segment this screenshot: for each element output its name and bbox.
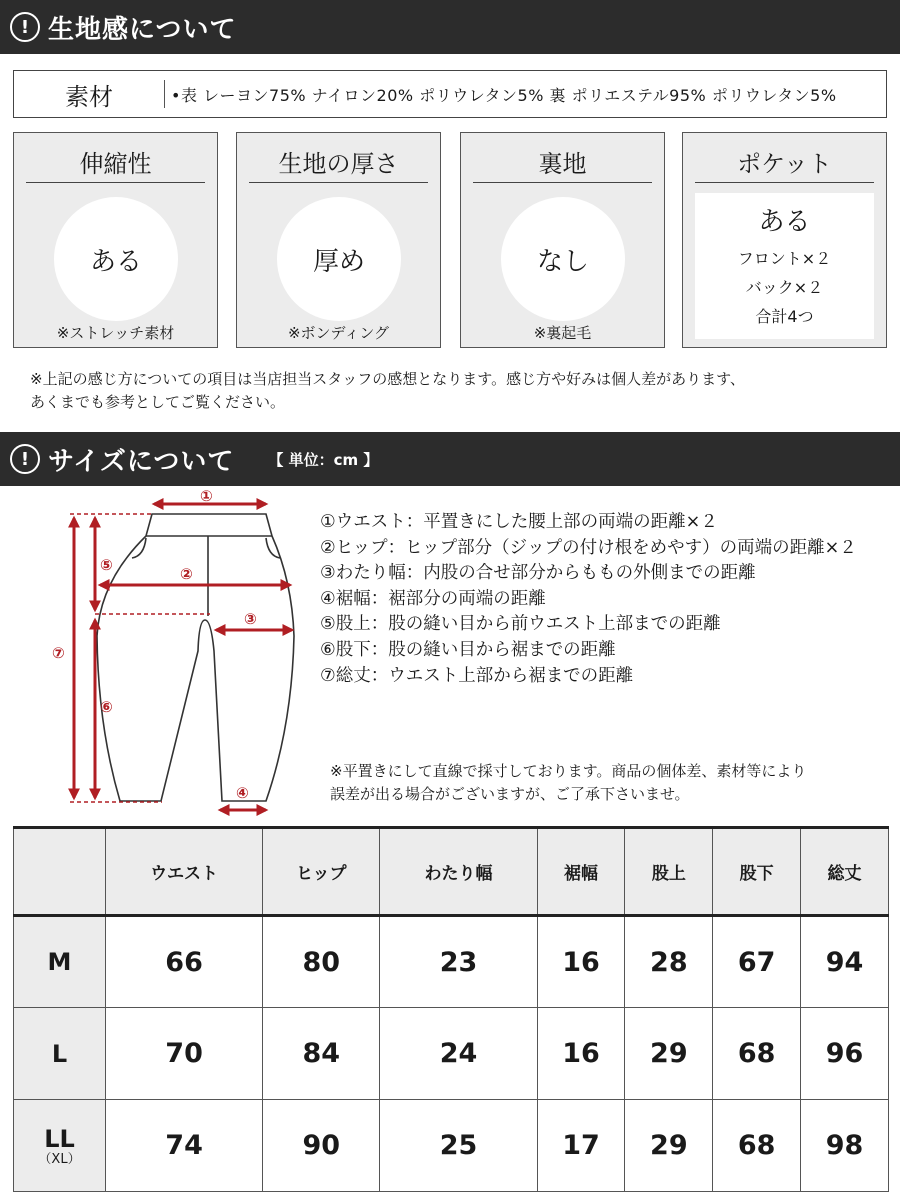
value-cell: 90	[263, 1100, 380, 1192]
material-value: •表 レーヨン75% ナイロン20% ポリウレタン5% 裏 ポリエステル95% ポリウレタン5%	[171, 85, 837, 105]
value-cell: 68	[713, 1100, 801, 1192]
feature-lining	[460, 132, 665, 348]
table-row	[14, 916, 889, 1008]
table-header-row	[14, 828, 889, 916]
feature-title: 裏地	[473, 145, 652, 183]
feature-value: なし	[501, 197, 625, 321]
unit-label: 【 単位：cm 】	[268, 450, 379, 469]
measurement-legend	[320, 510, 900, 689]
pants-silhouette	[97, 514, 294, 801]
pants-outline	[97, 514, 294, 801]
legend-item: ③わたり幅：内股の合せ部分からももの外側までの距離	[320, 563, 756, 584]
feature-value: ある	[54, 197, 178, 321]
header-cell: 総丈	[801, 828, 889, 916]
pocket-line: フロント×２	[737, 249, 832, 268]
value-cell: 24	[380, 1008, 537, 1100]
value-cell: 84	[263, 1008, 380, 1100]
note-line: 誤差が出る場合がございますが、ご了承下さいませ。	[330, 785, 690, 803]
label-thigh: ③	[244, 610, 257, 628]
value-cell: 17	[537, 1100, 625, 1192]
fabric-disclaimer	[30, 368, 870, 414]
header-cell: ヒップ	[263, 828, 380, 916]
header-cell: わたり幅	[380, 828, 537, 916]
value-cell: 70	[106, 1008, 263, 1100]
pocket-value: ある	[758, 207, 811, 237]
value-cell: 96	[801, 1008, 889, 1100]
value-cell: 66	[106, 916, 263, 1008]
section-header-fabric	[0, 0, 900, 54]
legend-item: ⑥股下：股の縫い目から裾までの距離	[320, 639, 616, 660]
size-sublabel: （XL）	[38, 1151, 81, 1167]
label-inseam: ⑥	[100, 698, 113, 716]
size-cell	[14, 1100, 106, 1192]
pocket-details	[695, 193, 874, 339]
pocket-line: バック×２	[745, 278, 824, 297]
size-cell	[14, 1008, 106, 1100]
label-waist: ①	[200, 487, 213, 505]
material-label: 素材	[65, 82, 113, 111]
label-hip: ②	[180, 565, 193, 583]
value-cell: 16	[537, 1008, 625, 1100]
legend-item: ⑦総丈：ウエスト上部から裾までの距離	[320, 665, 634, 686]
size-label: M	[47, 948, 72, 976]
header-cell	[14, 828, 106, 916]
value-cell: 29	[625, 1100, 713, 1192]
table-row	[14, 1100, 889, 1192]
size-cell	[14, 916, 106, 1008]
feature-note: ※ボンディング	[287, 324, 390, 342]
exclamation-icon: !	[10, 12, 40, 42]
section-title: サイズについて	[48, 446, 235, 477]
feature-stretch	[13, 132, 218, 348]
feature-title: ポケット	[695, 145, 874, 183]
value-cell: 68	[713, 1008, 801, 1100]
legend-item: ⑤股上：股の縫い目から前ウエスト上部までの距離	[320, 614, 721, 635]
exclamation-icon: !	[10, 444, 40, 474]
feature-title: 生地の厚さ	[249, 145, 428, 183]
size-label: LL	[44, 1124, 75, 1153]
pants-measurement-diagram	[40, 486, 310, 816]
disclaimer-line: あくまでも参考としてご覧ください。	[30, 393, 286, 411]
material-row	[13, 70, 887, 118]
size-label: L	[51, 1039, 68, 1068]
feature-pocket	[682, 132, 887, 348]
pocket-line: 合計4つ	[755, 307, 814, 326]
header-cell: ウエスト	[106, 828, 263, 916]
value-cell: 28	[625, 916, 713, 1008]
header-cell: 裾幅	[537, 828, 625, 916]
pocket-right	[266, 538, 280, 558]
label-length: ⑦	[52, 644, 65, 662]
section-title: 生地感について	[48, 14, 237, 45]
disclaimer-line: ※上記の感じ方についての項目は当店担当スタッフの感想となります。感じ方や好みは個人差があります、	[30, 370, 745, 388]
label-rise: ⑤	[100, 556, 113, 574]
header-cell: 股下	[713, 828, 801, 916]
feature-note: ※裏起毛	[533, 324, 592, 342]
note-line: ※平置きにして直線で採寸しております。商品の個体差、素材等により	[330, 762, 807, 780]
value-cell: 80	[263, 916, 380, 1008]
value-cell: 29	[625, 1008, 713, 1100]
label-hem: ④	[236, 784, 249, 802]
value-cell: 74	[106, 1100, 263, 1192]
value-cell: 25	[380, 1100, 537, 1192]
value-cell: 23	[380, 916, 537, 1008]
feature-thickness	[236, 132, 441, 348]
feature-title: 伸縮性	[26, 145, 205, 183]
value-cell: 16	[537, 916, 625, 1008]
table-row	[14, 1008, 889, 1100]
legend-item: ②ヒップ：ヒップ部分（ジップの付け根をめやす）の両端の距離×２	[320, 537, 857, 558]
feature-note: ※ストレッチ素材	[56, 324, 175, 342]
legend-item: ④裾幅：裾部分の両端の距離	[320, 588, 546, 609]
legend-item: ①ウエスト：平置きにした腰上部の両端の距離×２	[320, 512, 718, 532]
value-cell: 67	[713, 916, 801, 1008]
header-cell: 股上	[625, 828, 713, 916]
section-header-size	[0, 432, 900, 486]
measurement-note	[330, 760, 890, 806]
size-table	[13, 826, 889, 1192]
value-cell: 94	[801, 916, 889, 1008]
value-cell: 98	[801, 1100, 889, 1192]
feature-value: 厚め	[277, 197, 401, 321]
